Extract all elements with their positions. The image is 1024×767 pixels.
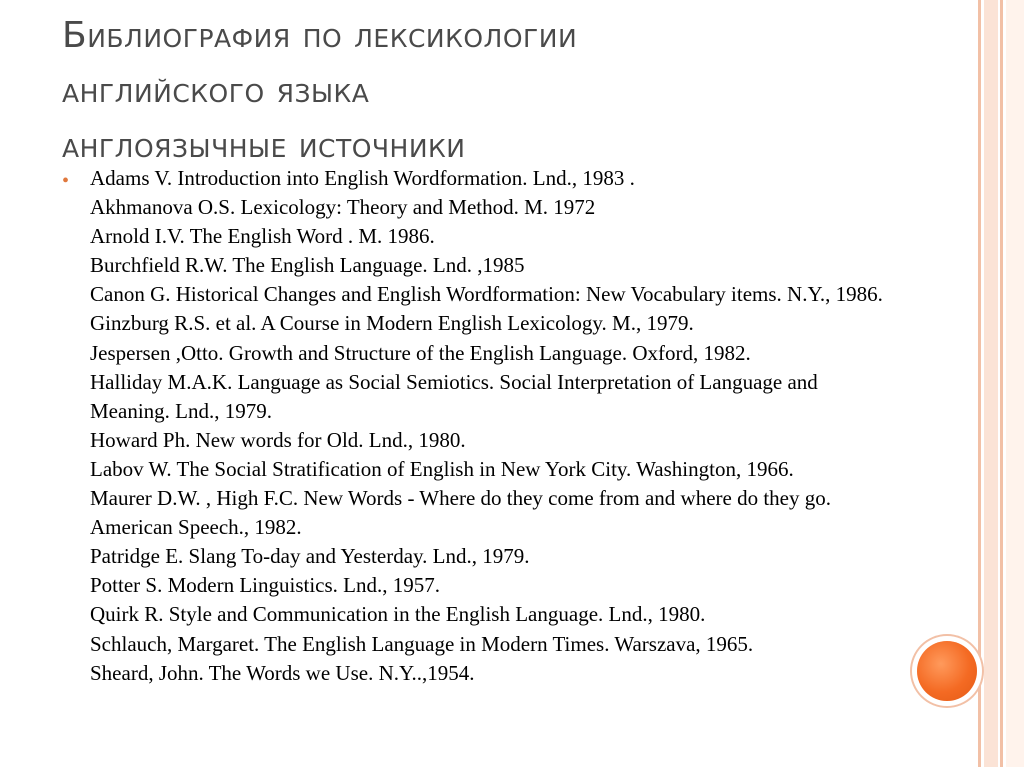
title-line-2: английского языка bbox=[62, 70, 370, 111]
list-item: Burchfield R.W. The English Language. Lnd. ,1985 bbox=[90, 253, 525, 278]
stripe bbox=[978, 0, 981, 767]
bibliography-list bbox=[90, 164, 900, 688]
list-item: Maurer D.W. , High F.C. New Words - Where do they come from and where do they go. American Speech., 1982. bbox=[90, 486, 831, 540]
list-item: Patridge E. Slang To-day and Yesterday. Lnd., 1979. bbox=[90, 544, 530, 569]
stripe bbox=[1006, 0, 1024, 767]
stripe bbox=[984, 0, 998, 767]
title-line-3: англоязычные источники bbox=[62, 125, 466, 166]
slide-title bbox=[62, 8, 942, 173]
list-item: Ginzburg R.S. et al. A Course in Modern English Lexicology. M., 1979. bbox=[90, 311, 694, 336]
list-item: Jespersen ,Otto. Growth and Structure of the English Language. Oxford, 1982. bbox=[90, 340, 751, 365]
list-item: Schlauch, Margaret. The English Language in Modern Times. Warszava, 1965. bbox=[90, 631, 754, 656]
title-line-1: Библиография по лексикологии bbox=[62, 15, 578, 56]
list-item: Adams V. Introduction into English Wordformation. Lnd., 1983 . bbox=[90, 166, 635, 190]
list-item: Labov W. The Social Stratification of English in New York City. Washington, 1966. bbox=[90, 456, 794, 481]
list-item: Sheard, John. The Words we Use. N.Y..,1954. bbox=[90, 660, 475, 685]
list-item: Howard Ph. New words for Old. Lnd., 1980. bbox=[90, 427, 466, 452]
decorative-side-stripes bbox=[978, 0, 1024, 767]
list-item: Potter S. Modern Linguistics. Lnd., 1957. bbox=[90, 573, 440, 598]
list-item: Halliday M.A.K. Language as Social Semiotics. Social Interpretation of Language and Meaning. Lnd., 1979. bbox=[90, 369, 818, 423]
orange-circle-decoration bbox=[917, 641, 977, 701]
bullet-icon: • bbox=[62, 170, 70, 192]
stripe bbox=[1000, 0, 1003, 767]
list-item: Akhmanova O.S. Lexicology: Theory and Method. M. 1972 bbox=[90, 195, 596, 220]
list-item: Canon G. Historical Changes and English Wordformation: New Vocabulary items. N.Y., 1986. bbox=[90, 282, 883, 307]
list-item: Arnold I.V. The English Word . M. 1986. bbox=[90, 224, 435, 249]
list-item: Quirk R. Style and Communication in the English Language. Lnd., 1980. bbox=[90, 602, 706, 627]
